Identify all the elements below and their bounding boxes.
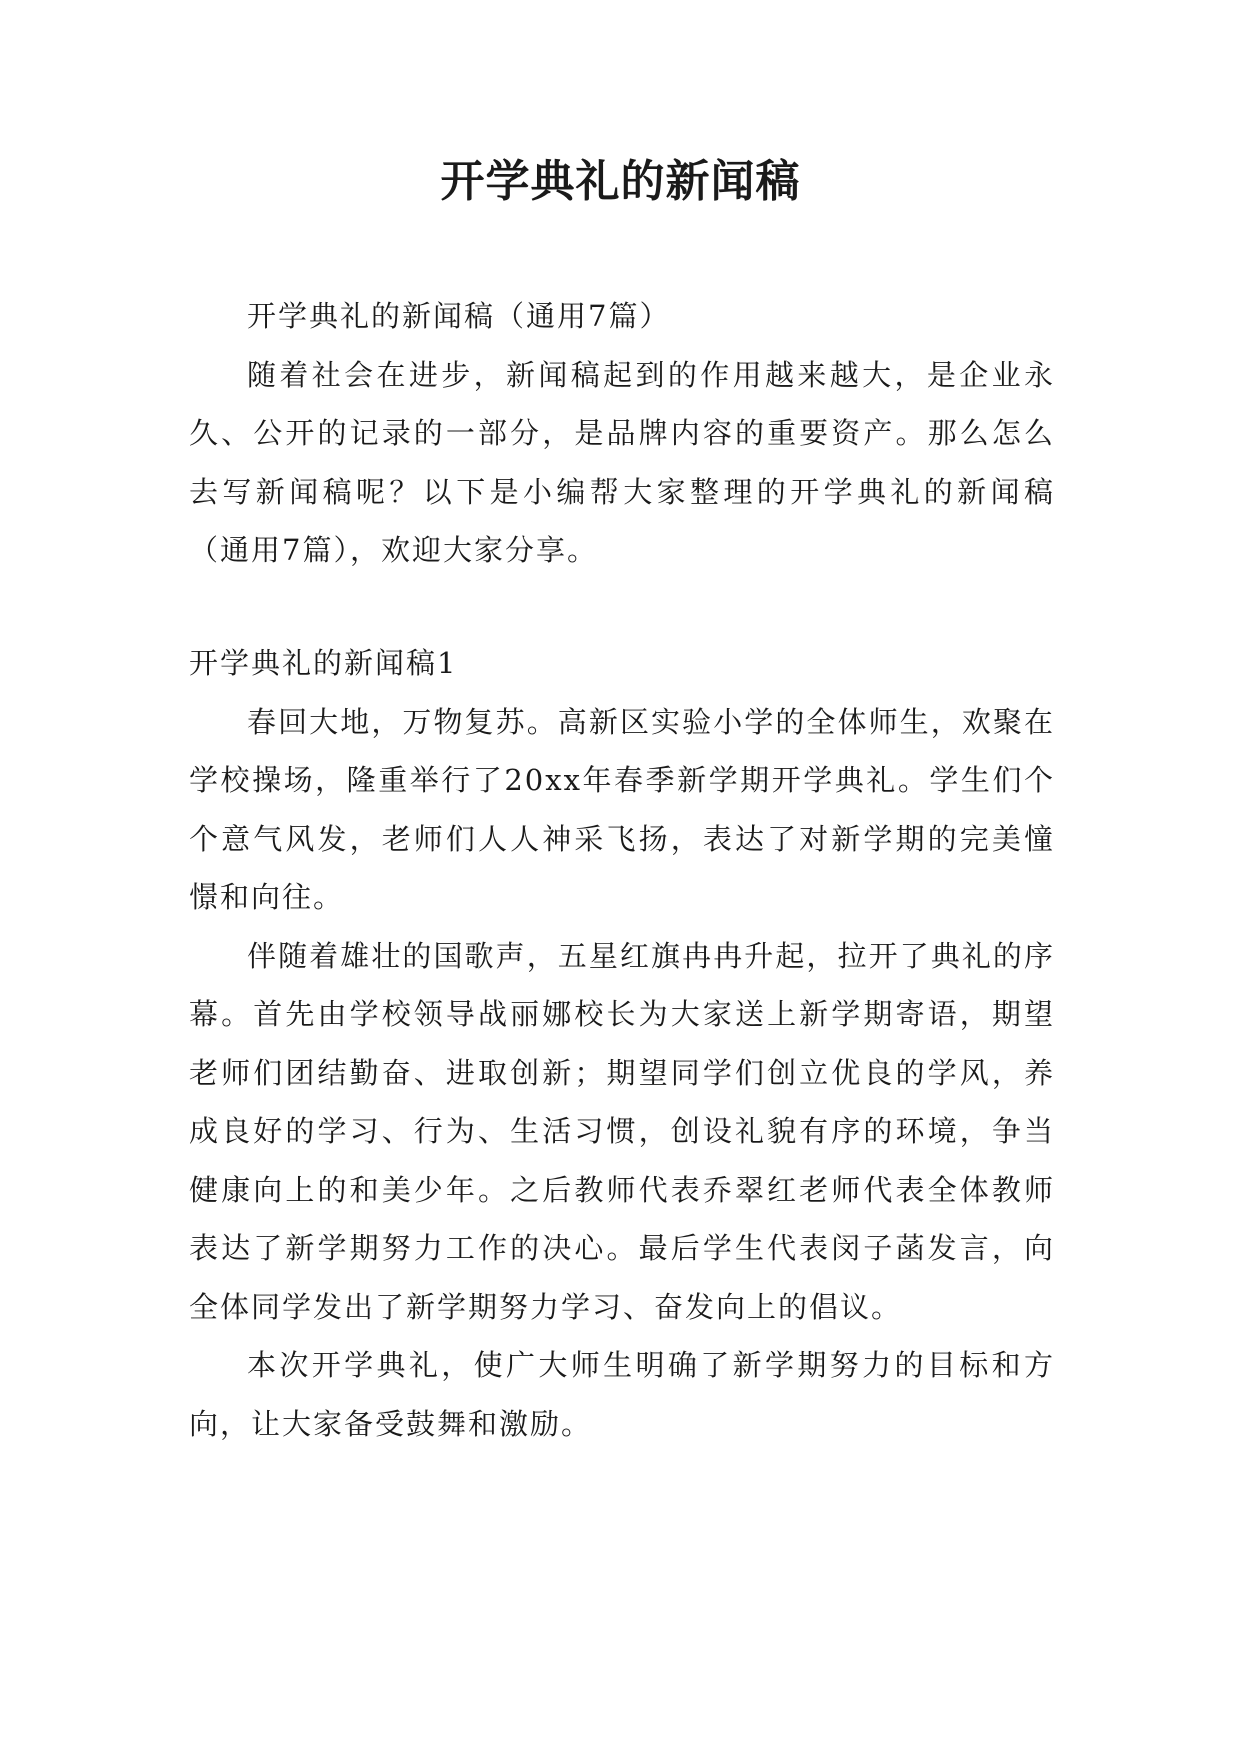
section-1	[189, 634, 1055, 1453]
section-paragraph: 本次开学典礼，使广大师生明确了新学期努力的目标和方向，让大家备受鼓舞和激励。	[189, 1348, 1055, 1441]
intro-block	[189, 287, 1055, 580]
document-subtitle: 开学典礼的新闻稿（通用7篇）	[247, 299, 671, 333]
document-title: 开学典礼的新闻稿	[440, 156, 801, 207]
section-heading: 开学典礼的新闻稿1	[189, 646, 458, 680]
section-paragraph: 春回大地，万物复苏。高新区实验小学的全体师生，欢聚在学校操场，隆重举行了20xx年春季新学期开学典礼。学生们个个意气风发，老师们人人神采飞扬，表达了对新学期的完美憧憬和向往。	[189, 704, 1055, 914]
section-paragraph: 伴随着雄壮的国歌声，五星红旗冉冉升起，拉开了典礼的序幕。首先由学校领导战丽娜校长为大家送上新学期寄语，期望老师们团结勤奋、进取创新；期望同学们创立优良的学风，养成良好的学习、行为、生活习惯，创设礼貌有序的环境，争当健康向上的和美少年。之后教师代表乔翠红老师代表全体教师表达了新学期努力工作的决心。最后学生代表闵子菡发言，向全体同学发出了新学期努力学习、奋发向上的倡议。	[189, 938, 1055, 1324]
intro-paragraph: 随着社会在进步，新闻稿起到的作用越来越大，是企业永久、公开的记录的一部分，是品牌内容的重要资产。那么怎么去写新闻稿呢？以下是小编帮大家整理的开学典礼的新闻稿（通用7篇），欢迎大家分享。	[189, 357, 1055, 567]
